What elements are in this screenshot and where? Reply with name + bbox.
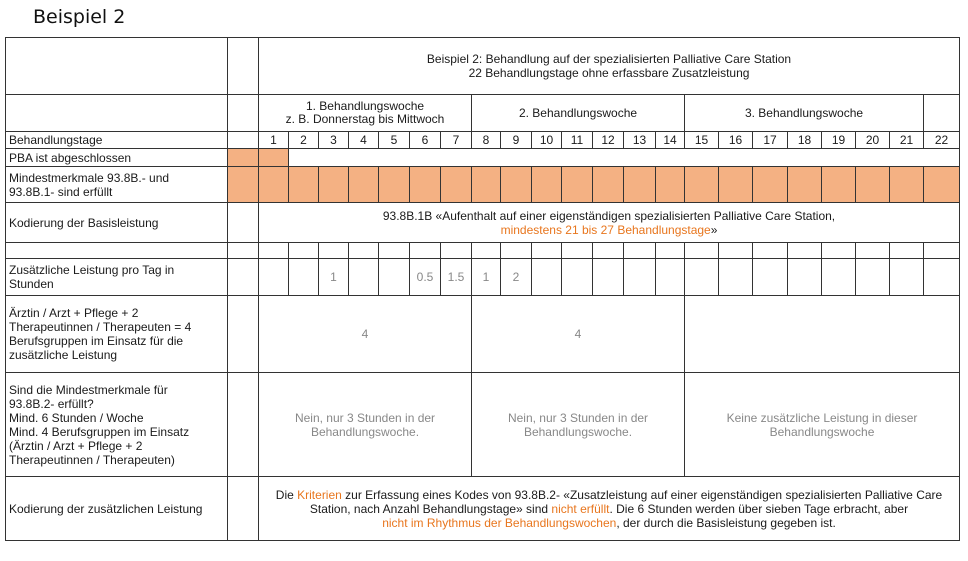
spacer-cell — [532, 243, 562, 259]
mindest-fill-cell — [656, 167, 685, 203]
page-heading: Beispiel 2 — [33, 6, 126, 28]
day-cell: 22 — [924, 132, 960, 149]
hours-cell — [822, 259, 856, 296]
kod-zus-label: Kodierung der zusätzlichen Leistung — [6, 477, 228, 541]
spacer-cell — [441, 243, 472, 259]
answer-week-2-line-2: Behandlungswoche. — [523, 424, 633, 439]
answer-week-3-line-2: Behandlungswoche — [769, 424, 875, 439]
mindest-fill-cell — [753, 167, 788, 203]
frage-label-line-1: Sind die Mindestmerkmale für — [9, 382, 168, 397]
spacer-cell — [890, 243, 924, 259]
spacer-cell — [719, 243, 753, 259]
answer-week-1-line-1: Nein, nur 3 Stunden in der — [294, 410, 436, 425]
answer-week-1-line-2: Behandlungswoche. — [310, 424, 420, 439]
answer-week-2-line-1: Nein, nur 3 Stunden in der — [507, 410, 649, 425]
hours-cell — [379, 259, 410, 296]
basis-row — [6, 203, 960, 243]
mindest-fill-cell — [562, 167, 593, 203]
beruf-label-line-2: Therapeutinnen / Therapeuten = 4 — [9, 320, 192, 334]
table-title — [259, 38, 960, 95]
mindest-fill-cell — [624, 167, 656, 203]
day-cell: 21 — [890, 132, 924, 149]
weeks-row — [6, 95, 960, 132]
hours-cell — [656, 259, 685, 296]
day-cell: 2 — [289, 132, 319, 149]
day-cell: 16 — [719, 132, 753, 149]
frage-label — [6, 373, 228, 477]
mindest-row — [6, 167, 960, 203]
spacer-cell — [685, 243, 719, 259]
pba-empty — [289, 149, 960, 167]
beruf-label-line-1: Ärztin / Arzt + Pflege + 2 — [9, 306, 139, 320]
mindest-fill-cell — [472, 167, 501, 203]
day-cell: 19 — [822, 132, 856, 149]
mindest-fill-cell — [410, 167, 441, 203]
spacer-cell — [228, 243, 259, 259]
title-line-1: Beispiel 2: Behandlung auf der spezialisierten Palliative Care Station — [426, 52, 792, 66]
treatment-table — [5, 37, 960, 541]
mindest-fill-cell — [532, 167, 562, 203]
mindest-fill-cell — [924, 167, 960, 203]
kod-zus-part: zur Erfassung eines Kodes von 93.8B.2- «Zusatzleistung auf einer eigenständigen spezialisierten Palliative — [341, 487, 913, 502]
kod-zus-row — [6, 477, 960, 541]
days-empty-col — [228, 132, 259, 149]
title-row — [6, 38, 960, 95]
day-cell: 9 — [501, 132, 532, 149]
week-empty-last — [924, 95, 960, 132]
spacer-cell — [562, 243, 593, 259]
spacer-cell — [656, 243, 685, 259]
hours-cell: 0.5 — [410, 259, 441, 296]
week-2-header: 2. Behandlungswoche — [472, 95, 685, 132]
hours-cell — [890, 259, 924, 296]
spacer-cell — [753, 243, 788, 259]
hours-cell — [753, 259, 788, 296]
hours-cell — [624, 259, 656, 296]
pba-fill-cell — [228, 149, 259, 167]
day-cell: 4 — [349, 132, 379, 149]
hours-cell — [856, 259, 890, 296]
kod-zus-part: Care Station, nach Anzahl Behandlungstage» sind — [309, 487, 943, 516]
beruf-row — [6, 296, 960, 373]
beruf-empty-col — [228, 296, 259, 373]
beruf-week-1: 4 — [259, 296, 472, 373]
mindest-fill-cell — [349, 167, 379, 203]
hours-cell — [719, 259, 753, 296]
mindest-fill-cell — [501, 167, 532, 203]
hours-empty-col — [228, 259, 259, 296]
hours-cell: 1 — [319, 259, 349, 296]
kod-zus-highlight: nicht im Rhythmus der Behandlungswochen — [382, 515, 617, 530]
day-cell: 13 — [624, 132, 656, 149]
basis-code-text — [259, 203, 960, 243]
beruf-week-2: 4 — [472, 296, 685, 373]
hours-cell — [593, 259, 624, 296]
spacer-row — [6, 243, 960, 259]
day-cell: 5 — [379, 132, 410, 149]
hours-cell — [788, 259, 822, 296]
basis-line-1: 93.8B.1B «Aufenthalt auf einer eigenständigen spezialisierten Palliative Care Station, — [382, 208, 836, 223]
pba-fill-cell — [259, 149, 289, 167]
hours-cell — [924, 259, 960, 296]
spacer-cell — [788, 243, 822, 259]
week-1-header — [259, 95, 472, 132]
week-1-title: 1. Behandlungswoche — [305, 99, 425, 113]
hours-label-line-1: Zusätzliche Leistung pro Tag in — [9, 263, 175, 277]
weeks-empty-col — [228, 95, 259, 132]
frage-label-line-2: 93.8B.2- erfüllt? — [9, 396, 94, 411]
title-line-2: 22 Behandlungstage ohne erfassbare Zusatzleistung — [468, 66, 750, 80]
spacer-cell — [924, 243, 960, 259]
mindest-fill-cell — [685, 167, 719, 203]
beruf-label — [6, 296, 228, 373]
frage-label-line-6: Therapeutinnen / Therapeuten) — [9, 452, 175, 467]
mindest-fill-cell — [228, 167, 259, 203]
mindest-fill-cell — [259, 167, 289, 203]
day-cell: 10 — [532, 132, 562, 149]
hours-cell — [349, 259, 379, 296]
kod-zus-part: Die — [275, 487, 298, 502]
hours-cell — [532, 259, 562, 296]
spacer-cell — [624, 243, 656, 259]
frage-row — [6, 373, 960, 477]
day-cell: 6 — [410, 132, 441, 149]
answer-week-3 — [685, 373, 960, 477]
hours-cell — [685, 259, 719, 296]
spacer-cell — [501, 243, 532, 259]
pba-row — [6, 149, 960, 167]
basis-line-2-end: » — [710, 222, 718, 237]
kod-zus-text — [259, 477, 960, 541]
hours-cell: 1 — [472, 259, 501, 296]
hours-cell — [289, 259, 319, 296]
kod-zus-highlight: Kriterien — [297, 487, 342, 502]
frage-label-line-3: Mind. 6 Stunden / Woche — [9, 410, 144, 425]
mindest-fill-cell — [890, 167, 924, 203]
title-empty-label — [6, 38, 228, 95]
day-cell: 3 — [319, 132, 349, 149]
answer-week-2 — [472, 373, 685, 477]
spacer-cell — [6, 243, 228, 259]
spacer-cell — [289, 243, 319, 259]
hours-cell — [562, 259, 593, 296]
day-cell: 15 — [685, 132, 719, 149]
mindest-fill-cell — [856, 167, 890, 203]
mindest-fill-cell — [593, 167, 624, 203]
hours-cell — [259, 259, 289, 296]
mindest-fill-cell — [822, 167, 856, 203]
basis-label: Kodierung der Basisleistung — [6, 203, 228, 243]
weeks-empty-label — [6, 95, 228, 132]
hours-cell: 2 — [501, 259, 532, 296]
hours-label-line-2: Stunden — [9, 277, 54, 291]
spacer-cell — [593, 243, 624, 259]
beruf-label-line-4: zusätzliche Leistung — [9, 348, 118, 362]
spacer-cell — [822, 243, 856, 259]
hours-row — [6, 259, 960, 296]
kod-zus-highlight: nicht erfüllt — [551, 501, 610, 516]
kod-zus-empty-col — [228, 477, 259, 541]
day-cell: 14 — [656, 132, 685, 149]
beruf-label-line-3: Berufsgruppen im Einsatz für die — [9, 334, 184, 348]
day-cell: 20 — [856, 132, 890, 149]
mindest-fill-cell — [719, 167, 753, 203]
hours-label — [6, 259, 228, 296]
day-cell: 11 — [562, 132, 593, 149]
mindest-fill-cell — [379, 167, 410, 203]
mindest-label — [6, 167, 228, 203]
day-cell: 17 — [753, 132, 788, 149]
spacer-cell — [319, 243, 349, 259]
spacer-cell — [379, 243, 410, 259]
basis-highlight: mindestens 21 bis 27 Behandlungstage — [500, 222, 711, 237]
spacer-cell — [856, 243, 890, 259]
answer-week-3-line-1: Keine zusätzliche Leistung in dieser — [726, 410, 918, 425]
day-cell: 8 — [472, 132, 501, 149]
mindest-label-line-1: Mindestmerkmale 93.8B.- und — [9, 170, 170, 185]
day-cell: 1 — [259, 132, 289, 149]
title-empty-col — [228, 38, 259, 95]
pba-label: PBA ist abgeschlossen — [6, 149, 228, 167]
spacer-cell — [349, 243, 379, 259]
mindest-label-line-2: 93.8B.1- sind erfüllt — [9, 184, 113, 199]
hours-cell: 1.5 — [441, 259, 472, 296]
kod-zus-part: . Die 6 Stunden werden über sieben Tage erbracht, aber — [609, 501, 909, 516]
day-cell: 18 — [788, 132, 822, 149]
week-3-header: 3. Behandlungswoche — [685, 95, 924, 132]
mindest-fill-cell — [289, 167, 319, 203]
day-cell: 12 — [593, 132, 624, 149]
spacer-cell — [410, 243, 441, 259]
days-label: Behandlungstage — [6, 132, 228, 149]
kod-zus-part: , der durch die Basisleistung gegeben ist. — [616, 515, 836, 530]
beruf-week-3 — [685, 296, 960, 373]
week-1-subtitle: z. B. Donnerstag bis Mittwoch — [285, 112, 445, 126]
frage-label-line-5: (Ärztin / Arzt + Pflege + 2 — [9, 438, 143, 453]
days-row — [6, 132, 960, 149]
frage-label-line-4: Mind. 4 Berufsgruppen im Einsatz — [9, 424, 190, 439]
frage-empty-col — [228, 373, 259, 477]
basis-empty-col — [228, 203, 259, 243]
mindest-fill-cell — [319, 167, 349, 203]
mindest-fill-cell — [441, 167, 472, 203]
spacer-cell — [472, 243, 501, 259]
day-cell: 7 — [441, 132, 472, 149]
spacer-cell — [259, 243, 289, 259]
basis-line-2 — [262, 223, 956, 237]
mindest-fill-cell — [788, 167, 822, 203]
answer-week-1 — [259, 373, 472, 477]
